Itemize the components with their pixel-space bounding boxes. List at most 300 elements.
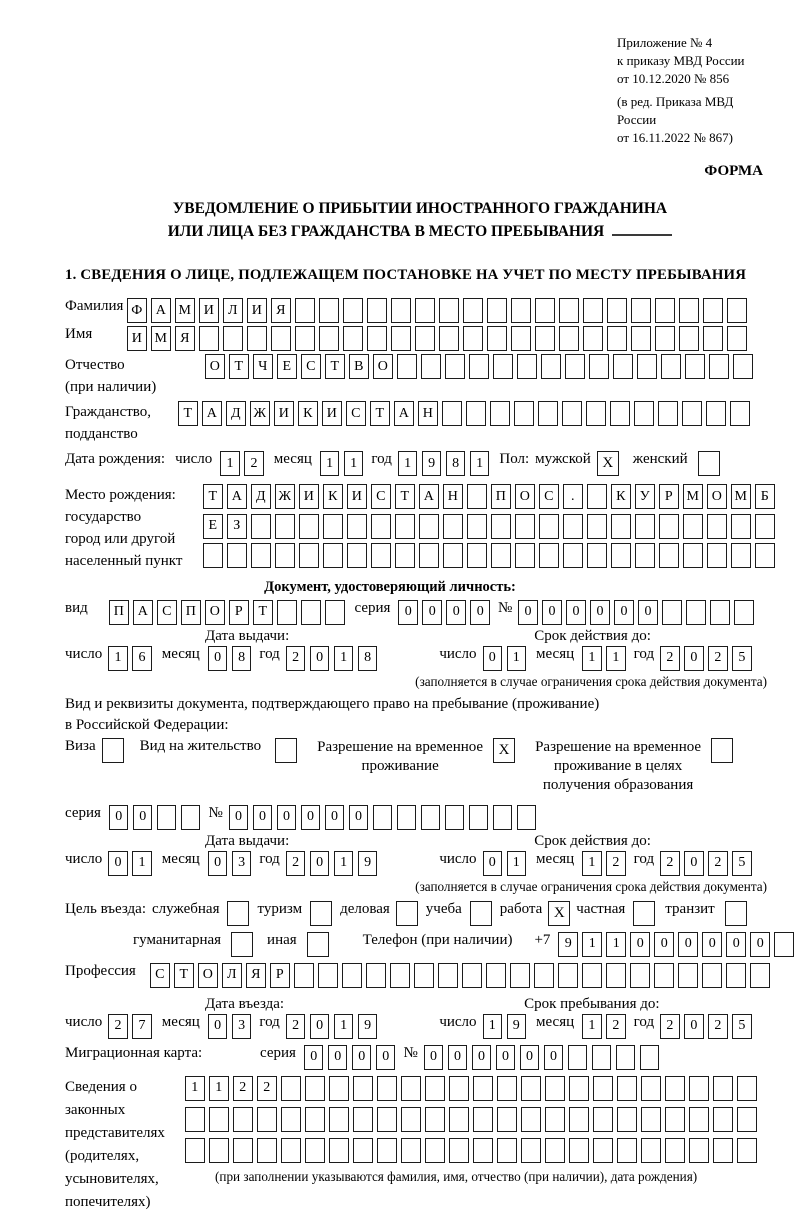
char-cell[interactable] [737, 1138, 757, 1163]
char-cell[interactable]: 0 [483, 851, 503, 876]
char-cell[interactable] [275, 514, 295, 539]
char-cell[interactable] [706, 401, 726, 426]
sex-male-checkbox[interactable]: X [597, 451, 619, 476]
char-cell[interactable] [442, 401, 462, 426]
char-cell[interactable] [521, 1107, 541, 1132]
char-cell[interactable] [251, 543, 271, 568]
char-cell[interactable] [473, 1107, 493, 1132]
char-cell[interactable] [449, 1076, 469, 1101]
char-cell[interactable] [659, 543, 679, 568]
char-cell[interactable] [223, 326, 243, 351]
purpose-transit-checkbox[interactable] [725, 901, 747, 926]
char-cell[interactable] [655, 298, 675, 323]
char-cell[interactable] [329, 1107, 349, 1132]
char-cell[interactable]: 0 [208, 851, 228, 876]
char-cell[interactable]: 2 [708, 1014, 728, 1039]
char-cell[interactable] [329, 1076, 349, 1101]
char-cell[interactable] [665, 1138, 685, 1163]
char-cell[interactable] [731, 514, 751, 539]
char-cell[interactable]: 1 [132, 851, 152, 876]
char-cell[interactable]: 1 [507, 851, 527, 876]
char-cell[interactable] [487, 326, 507, 351]
char-cell[interactable] [414, 963, 434, 988]
char-cell[interactable] [713, 1107, 733, 1132]
char-cell[interactable] [521, 1076, 541, 1101]
char-cell[interactable]: 0 [654, 932, 674, 957]
char-cell[interactable]: 2 [606, 1014, 626, 1039]
char-cell[interactable]: Н [418, 401, 438, 426]
char-cell[interactable]: 3 [232, 1014, 252, 1039]
char-cell[interactable]: П [109, 600, 129, 625]
char-cell[interactable] [377, 1107, 397, 1132]
char-cell[interactable]: 0 [304, 1045, 324, 1070]
char-cell[interactable] [295, 298, 315, 323]
char-cell[interactable] [611, 543, 631, 568]
char-cell[interactable] [275, 543, 295, 568]
char-cell[interactable]: Ж [250, 401, 270, 426]
char-cell[interactable]: С [539, 484, 559, 509]
char-cell[interactable] [563, 514, 583, 539]
char-cell[interactable] [515, 543, 535, 568]
char-cell[interactable] [257, 1138, 277, 1163]
char-cell[interactable] [703, 298, 723, 323]
char-cell[interactable] [710, 600, 730, 625]
char-cell[interactable] [467, 543, 487, 568]
char-cell[interactable] [390, 963, 410, 988]
char-cell[interactable] [707, 543, 727, 568]
char-cell[interactable]: Д [226, 401, 246, 426]
char-cell[interactable] [583, 298, 603, 323]
char-cell[interactable] [449, 1138, 469, 1163]
char-cell[interactable] [445, 354, 465, 379]
purpose-other-checkbox[interactable] [307, 932, 329, 957]
char-cell[interactable]: 0 [566, 600, 586, 625]
char-cell[interactable] [631, 298, 651, 323]
char-cell[interactable]: И [322, 401, 342, 426]
char-cell[interactable] [733, 354, 753, 379]
char-cell[interactable] [209, 1107, 229, 1132]
char-cell[interactable]: И [247, 298, 267, 323]
char-cell[interactable]: 6 [132, 646, 152, 671]
char-cell[interactable] [659, 514, 679, 539]
char-cell[interactable] [281, 1107, 301, 1132]
char-cell[interactable] [443, 543, 463, 568]
char-cell[interactable] [630, 963, 650, 988]
char-cell[interactable] [661, 354, 681, 379]
char-cell[interactable]: И [299, 484, 319, 509]
char-cell[interactable] [774, 932, 794, 957]
char-cell[interactable] [497, 1138, 517, 1163]
char-cell[interactable]: И [127, 326, 147, 351]
char-cell[interactable]: 9 [507, 1014, 527, 1039]
char-cell[interactable] [319, 326, 339, 351]
char-cell[interactable] [730, 401, 750, 426]
char-cell[interactable] [541, 354, 561, 379]
char-cell[interactable]: 5 [732, 646, 752, 671]
char-cell[interactable]: 8 [446, 451, 466, 476]
char-cell[interactable]: Л [223, 298, 243, 323]
char-cell[interactable]: П [181, 600, 201, 625]
char-cell[interactable]: 0 [310, 646, 330, 671]
char-cell[interactable] [587, 543, 607, 568]
char-cell[interactable] [473, 1138, 493, 1163]
edu-residence-checkbox[interactable] [711, 738, 733, 763]
char-cell[interactable]: 1 [606, 932, 626, 957]
char-cell[interactable] [251, 514, 271, 539]
char-cell[interactable] [511, 326, 531, 351]
visa-checkbox[interactable] [102, 738, 124, 763]
char-cell[interactable]: 9 [358, 1014, 378, 1039]
char-cell[interactable] [655, 326, 675, 351]
char-cell[interactable]: 0 [630, 932, 650, 957]
char-cell[interactable] [491, 543, 511, 568]
char-cell[interactable]: Р [229, 600, 249, 625]
char-cell[interactable]: 1 [185, 1076, 205, 1101]
char-cell[interactable] [702, 963, 722, 988]
char-cell[interactable]: 0 [328, 1045, 348, 1070]
char-cell[interactable]: С [157, 600, 177, 625]
char-cell[interactable]: 1 [582, 1014, 602, 1039]
char-cell[interactable]: 0 [253, 805, 273, 830]
char-cell[interactable]: 9 [358, 851, 378, 876]
char-cell[interactable]: 1 [582, 851, 602, 876]
char-cell[interactable] [685, 354, 705, 379]
char-cell[interactable]: Е [203, 514, 223, 539]
char-cell[interactable] [683, 543, 703, 568]
char-cell[interactable]: К [611, 484, 631, 509]
char-cell[interactable] [366, 963, 386, 988]
sex-female-checkbox[interactable] [698, 451, 720, 476]
char-cell[interactable] [391, 298, 411, 323]
char-cell[interactable] [654, 963, 674, 988]
char-cell[interactable] [209, 1138, 229, 1163]
char-cell[interactable] [593, 1076, 613, 1101]
char-cell[interactable] [425, 1138, 445, 1163]
char-cell[interactable]: 0 [590, 600, 610, 625]
char-cell[interactable] [325, 600, 345, 625]
char-cell[interactable] [538, 401, 558, 426]
char-cell[interactable] [323, 514, 343, 539]
char-cell[interactable]: Е [277, 354, 297, 379]
char-cell[interactable]: А [227, 484, 247, 509]
char-cell[interactable] [613, 354, 633, 379]
char-cell[interactable] [559, 298, 579, 323]
char-cell[interactable]: 2 [286, 1014, 306, 1039]
char-cell[interactable] [319, 298, 339, 323]
char-cell[interactable] [421, 354, 441, 379]
char-cell[interactable] [367, 298, 387, 323]
char-cell[interactable] [487, 298, 507, 323]
char-cell[interactable] [658, 401, 678, 426]
char-cell[interactable] [683, 514, 703, 539]
char-cell[interactable]: Т [178, 401, 198, 426]
char-cell[interactable] [539, 514, 559, 539]
char-cell[interactable] [682, 401, 702, 426]
char-cell[interactable] [493, 805, 513, 830]
char-cell[interactable] [727, 298, 747, 323]
char-cell[interactable]: 0 [684, 1014, 704, 1039]
char-cell[interactable]: 1 [220, 451, 240, 476]
char-cell[interactable] [490, 401, 510, 426]
char-cell[interactable] [734, 600, 754, 625]
char-cell[interactable] [277, 600, 297, 625]
char-cell[interactable] [343, 326, 363, 351]
purpose-private-checkbox[interactable] [633, 901, 655, 926]
char-cell[interactable] [635, 543, 655, 568]
char-cell[interactable] [617, 1138, 637, 1163]
char-cell[interactable] [377, 1138, 397, 1163]
char-cell[interactable]: 0 [208, 646, 228, 671]
char-cell[interactable] [367, 326, 387, 351]
char-cell[interactable]: И [347, 484, 367, 509]
char-cell[interactable] [640, 1045, 660, 1070]
char-cell[interactable] [606, 963, 626, 988]
char-cell[interactable] [415, 298, 435, 323]
char-cell[interactable]: С [371, 484, 391, 509]
char-cell[interactable]: Т [174, 963, 194, 988]
char-cell[interactable] [391, 326, 411, 351]
char-cell[interactable] [467, 484, 487, 509]
char-cell[interactable]: 2 [286, 851, 306, 876]
char-cell[interactable] [425, 1107, 445, 1132]
char-cell[interactable] [342, 963, 362, 988]
char-cell[interactable]: 1 [507, 646, 527, 671]
char-cell[interactable] [707, 514, 727, 539]
char-cell[interactable] [281, 1076, 301, 1101]
char-cell[interactable] [397, 354, 417, 379]
char-cell[interactable] [587, 484, 607, 509]
char-cell[interactable] [295, 326, 315, 351]
char-cell[interactable]: М [683, 484, 703, 509]
char-cell[interactable] [443, 514, 463, 539]
char-cell[interactable] [271, 326, 291, 351]
char-cell[interactable] [559, 326, 579, 351]
char-cell[interactable]: И [199, 298, 219, 323]
char-cell[interactable] [686, 600, 706, 625]
char-cell[interactable] [583, 326, 603, 351]
char-cell[interactable]: 8 [358, 646, 378, 671]
char-cell[interactable]: 2 [660, 1014, 680, 1039]
char-cell[interactable]: О [707, 484, 727, 509]
char-cell[interactable] [731, 543, 751, 568]
char-cell[interactable]: 0 [208, 1014, 228, 1039]
char-cell[interactable]: 1 [209, 1076, 229, 1101]
char-cell[interactable]: 2 [244, 451, 264, 476]
char-cell[interactable]: 0 [301, 805, 321, 830]
char-cell[interactable] [517, 805, 537, 830]
char-cell[interactable] [709, 354, 729, 379]
char-cell[interactable] [347, 514, 367, 539]
char-cell[interactable]: В [349, 354, 369, 379]
char-cell[interactable] [395, 514, 415, 539]
char-cell[interactable] [377, 1076, 397, 1101]
char-cell[interactable] [662, 600, 682, 625]
char-cell[interactable]: 3 [232, 851, 252, 876]
char-cell[interactable] [421, 805, 441, 830]
char-cell[interactable] [634, 401, 654, 426]
char-cell[interactable] [569, 1076, 589, 1101]
char-cell[interactable]: Я [246, 963, 266, 988]
char-cell[interactable]: О [373, 354, 393, 379]
char-cell[interactable] [301, 600, 321, 625]
char-cell[interactable] [185, 1107, 205, 1132]
char-cell[interactable]: О [198, 963, 218, 988]
char-cell[interactable]: 0 [678, 932, 698, 957]
char-cell[interactable]: О [205, 600, 225, 625]
char-cell[interactable] [439, 298, 459, 323]
char-cell[interactable]: 1 [108, 646, 128, 671]
char-cell[interactable] [689, 1107, 709, 1132]
char-cell[interactable] [415, 326, 435, 351]
char-cell[interactable] [318, 963, 338, 988]
char-cell[interactable] [563, 543, 583, 568]
char-cell[interactable]: 0 [470, 600, 490, 625]
char-cell[interactable]: Т [395, 484, 415, 509]
char-cell[interactable]: 1 [582, 932, 602, 957]
char-cell[interactable]: . [563, 484, 583, 509]
char-cell[interactable] [281, 1138, 301, 1163]
char-cell[interactable] [587, 514, 607, 539]
char-cell[interactable]: 0 [518, 600, 538, 625]
char-cell[interactable] [353, 1138, 373, 1163]
char-cell[interactable]: Р [270, 963, 290, 988]
char-cell[interactable] [445, 805, 465, 830]
char-cell[interactable]: 5 [732, 851, 752, 876]
char-cell[interactable] [611, 514, 631, 539]
char-cell[interactable]: А [151, 298, 171, 323]
char-cell[interactable] [665, 1107, 685, 1132]
char-cell[interactable] [593, 1107, 613, 1132]
char-cell[interactable]: 0 [472, 1045, 492, 1070]
purpose-humanitarian-checkbox[interactable] [231, 932, 253, 957]
char-cell[interactable] [181, 805, 201, 830]
char-cell[interactable]: 2 [257, 1076, 277, 1101]
char-cell[interactable] [227, 543, 247, 568]
char-cell[interactable]: 1 [334, 646, 354, 671]
char-cell[interactable]: 0 [614, 600, 634, 625]
char-cell[interactable]: 1 [334, 1014, 354, 1039]
char-cell[interactable]: Б [755, 484, 775, 509]
char-cell[interactable]: Т [203, 484, 223, 509]
char-cell[interactable]: К [323, 484, 343, 509]
char-cell[interactable] [449, 1107, 469, 1132]
char-cell[interactable] [323, 543, 343, 568]
char-cell[interactable] [438, 963, 458, 988]
char-cell[interactable] [517, 354, 537, 379]
char-cell[interactable]: 0 [352, 1045, 372, 1070]
char-cell[interactable]: 1 [334, 851, 354, 876]
char-cell[interactable] [521, 1138, 541, 1163]
char-cell[interactable]: 0 [422, 600, 442, 625]
char-cell[interactable] [545, 1076, 565, 1101]
char-cell[interactable]: 2 [233, 1076, 253, 1101]
char-cell[interactable]: 9 [422, 451, 442, 476]
char-cell[interactable] [562, 401, 582, 426]
char-cell[interactable]: П [491, 484, 511, 509]
char-cell[interactable] [569, 1138, 589, 1163]
purpose-tourism-checkbox[interactable] [310, 901, 332, 926]
char-cell[interactable] [491, 514, 511, 539]
char-cell[interactable] [463, 298, 483, 323]
char-cell[interactable] [233, 1138, 253, 1163]
char-cell[interactable]: 2 [108, 1014, 128, 1039]
char-cell[interactable]: 0 [483, 646, 503, 671]
char-cell[interactable] [610, 401, 630, 426]
purpose-business-checkbox[interactable] [396, 901, 418, 926]
char-cell[interactable] [665, 1076, 685, 1101]
char-cell[interactable]: Д [251, 484, 271, 509]
char-cell[interactable]: Ч [253, 354, 273, 379]
char-cell[interactable]: Т [253, 600, 273, 625]
char-cell[interactable] [462, 963, 482, 988]
char-cell[interactable]: 0 [109, 805, 129, 830]
char-cell[interactable]: Т [229, 354, 249, 379]
char-cell[interactable] [469, 805, 489, 830]
char-cell[interactable] [463, 326, 483, 351]
char-cell[interactable] [535, 326, 555, 351]
char-cell[interactable] [305, 1107, 325, 1132]
char-cell[interactable]: Ф [127, 298, 147, 323]
char-cell[interactable]: 0 [229, 805, 249, 830]
char-cell[interactable]: 2 [708, 851, 728, 876]
char-cell[interactable] [305, 1138, 325, 1163]
char-cell[interactable]: 0 [726, 932, 746, 957]
char-cell[interactable]: М [175, 298, 195, 323]
char-cell[interactable]: 8 [232, 646, 252, 671]
char-cell[interactable] [755, 543, 775, 568]
residence-permit-checkbox[interactable] [275, 738, 297, 763]
char-cell[interactable]: С [346, 401, 366, 426]
char-cell[interactable] [203, 543, 223, 568]
char-cell[interactable]: 0 [424, 1045, 444, 1070]
char-cell[interactable] [199, 326, 219, 351]
char-cell[interactable]: 0 [446, 600, 466, 625]
char-cell[interactable] [294, 963, 314, 988]
char-cell[interactable] [514, 401, 534, 426]
char-cell[interactable]: 0 [277, 805, 297, 830]
char-cell[interactable] [401, 1138, 421, 1163]
char-cell[interactable] [299, 543, 319, 568]
char-cell[interactable]: 1 [606, 646, 626, 671]
char-cell[interactable]: 2 [660, 851, 680, 876]
char-cell[interactable] [737, 1107, 757, 1132]
char-cell[interactable] [678, 963, 698, 988]
char-cell[interactable]: 2 [708, 646, 728, 671]
char-cell[interactable]: 1 [483, 1014, 503, 1039]
char-cell[interactable] [689, 1138, 709, 1163]
char-cell[interactable]: О [515, 484, 535, 509]
char-cell[interactable] [545, 1138, 565, 1163]
char-cell[interactable]: О [205, 354, 225, 379]
char-cell[interactable] [343, 298, 363, 323]
char-cell[interactable]: 1 [398, 451, 418, 476]
char-cell[interactable] [713, 1138, 733, 1163]
char-cell[interactable] [592, 1045, 612, 1070]
char-cell[interactable]: 2 [286, 646, 306, 671]
char-cell[interactable] [641, 1107, 661, 1132]
char-cell[interactable]: Н [443, 484, 463, 509]
char-cell[interactable] [607, 326, 627, 351]
char-cell[interactable] [727, 326, 747, 351]
char-cell[interactable]: 0 [496, 1045, 516, 1070]
char-cell[interactable]: 5 [732, 1014, 752, 1039]
char-cell[interactable]: Л [222, 963, 242, 988]
temp-residence-checkbox[interactable]: X [493, 738, 515, 763]
char-cell[interactable] [737, 1076, 757, 1101]
char-cell[interactable]: 1 [582, 646, 602, 671]
char-cell[interactable]: 0 [349, 805, 369, 830]
char-cell[interactable] [582, 963, 602, 988]
